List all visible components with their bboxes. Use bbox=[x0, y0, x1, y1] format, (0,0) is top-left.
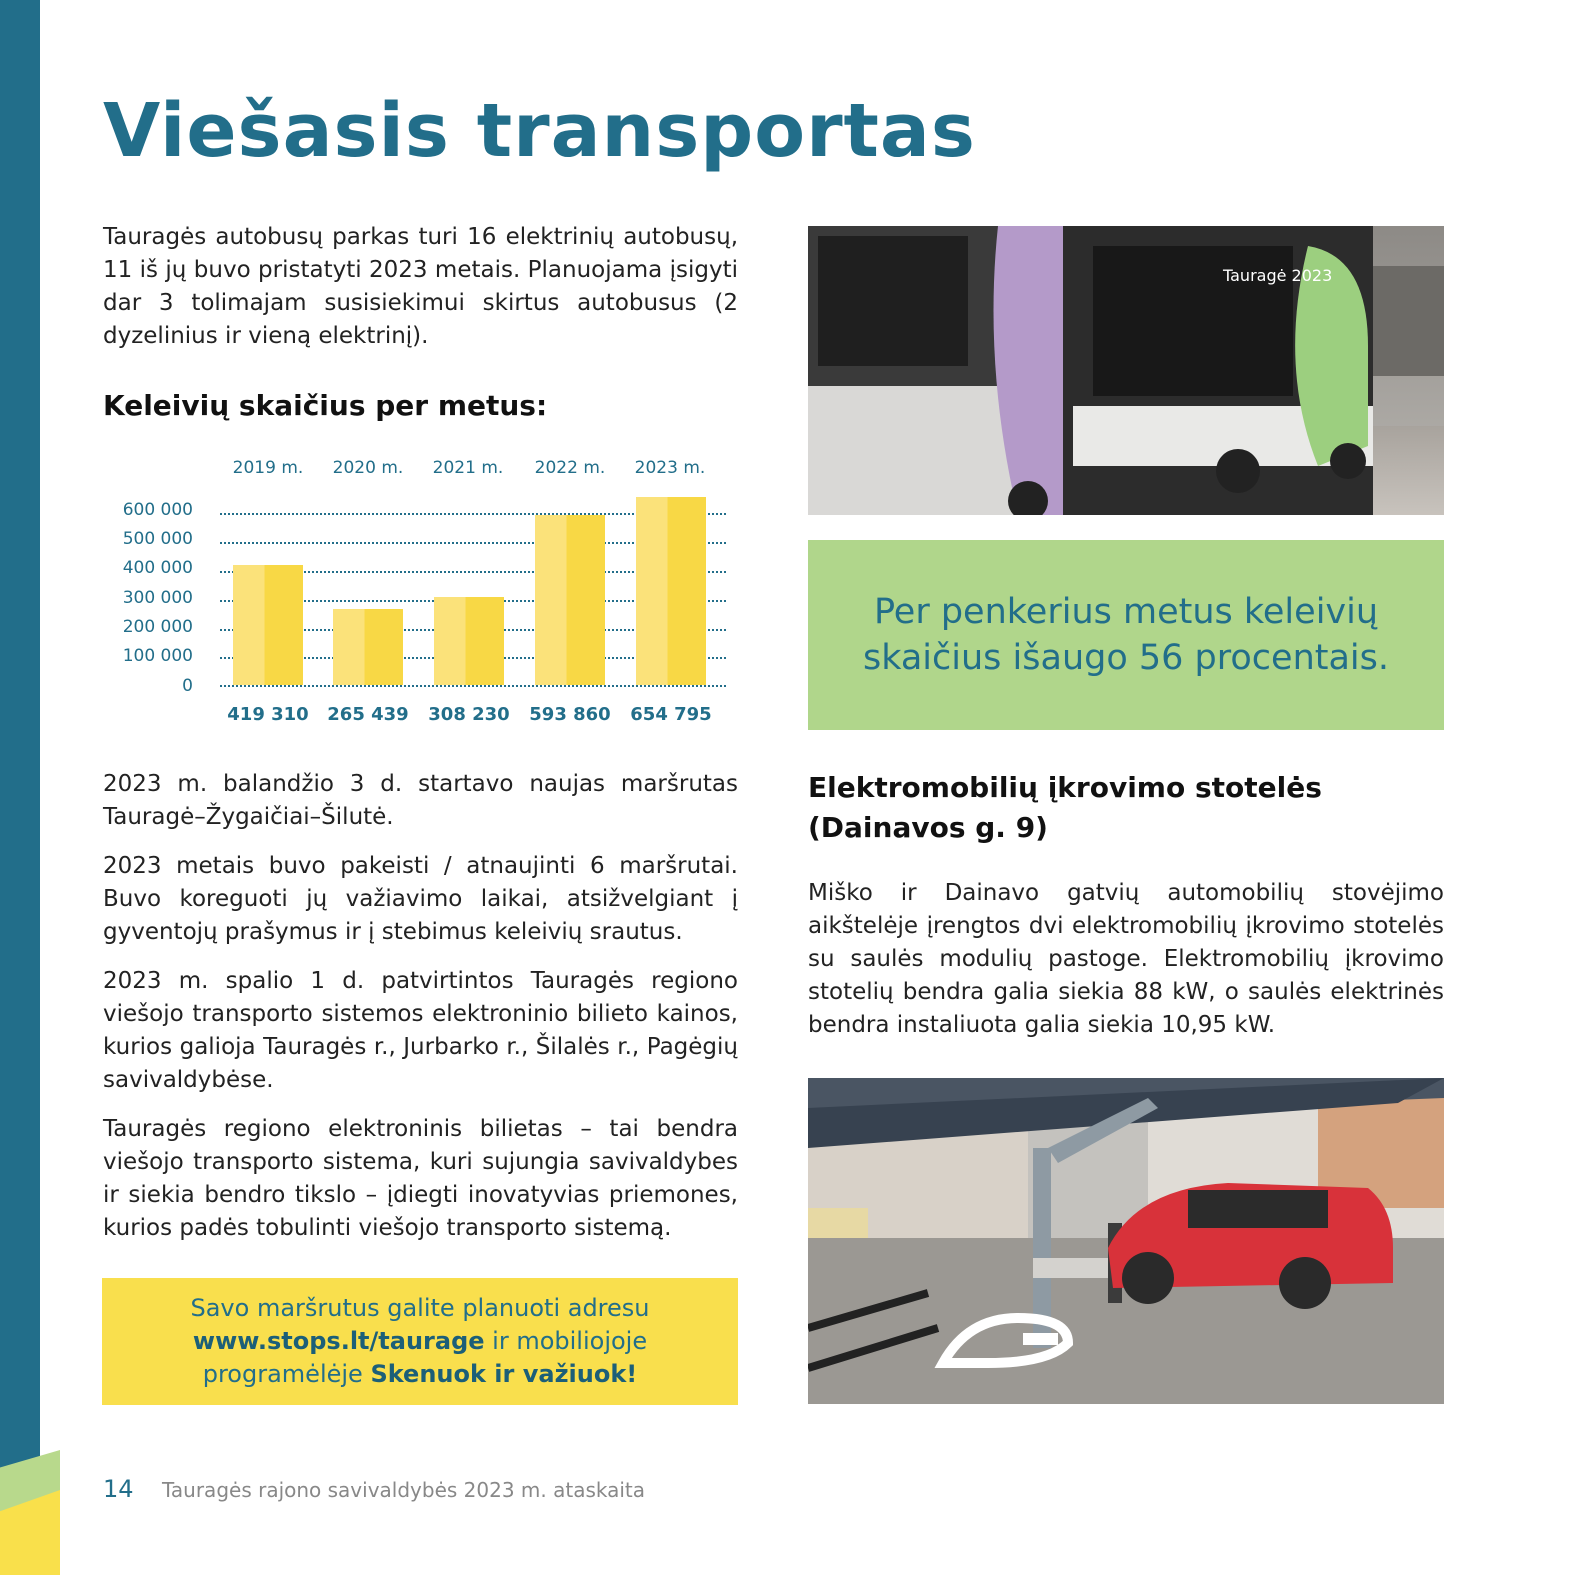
bar-2022 bbox=[535, 515, 605, 685]
routes-changed-paragraph: 2023 metais buvo pakeisti / atnaujinti 6 maršrutai. Buvo koreguoti jų važiavimo laikai, atsižvelgiant į gyventojų prašymus ir į stebimus keleivių srautus. bbox=[103, 853, 738, 945]
route-planning-text-2: ir mobiliojoje bbox=[492, 1327, 648, 1355]
grid-line bbox=[220, 685, 726, 687]
y-tick-label: 400 000 bbox=[122, 558, 193, 578]
stops-link[interactable]: www.stops.lt/taurage bbox=[192, 1327, 485, 1355]
route-paragraph: 2023 m. balandžio 3 d. startavo naujas maršrutas Tauragė–Žygaičiai–Šilutė. bbox=[103, 771, 738, 830]
ev-paragraph: Miško ir Dainavo gatvių automobilių stovėjimo aikštelėje įrengtos dvi elektromobilių įkrovimo stotelės su saulės modulių pastoge. Elektromobilių įkrovimo stotelių bendra galia siekia 88 kW, o saulės elektrinės bendra instaliuota galia siekia 10,95 kW. bbox=[808, 880, 1444, 1038]
data-label: 593 860 bbox=[529, 704, 611, 725]
page-number: 14 bbox=[103, 1475, 134, 1503]
x-tick-label: 2020 m. bbox=[332, 458, 404, 478]
y-tick-label: 100 000 bbox=[122, 646, 193, 666]
y-tick-label: 600 000 bbox=[122, 500, 193, 520]
route-planning-box bbox=[102, 1278, 738, 1405]
x-tick-label: 2023 m. bbox=[634, 458, 706, 478]
x-tick-label: 2022 m. bbox=[534, 458, 606, 478]
x-tick-label: 2021 m. bbox=[432, 458, 504, 478]
growth-highlight-text: Per penkerius metus keleivių skaičius išaugo 56 procentais. bbox=[862, 592, 1390, 678]
data-label: 308 230 bbox=[428, 704, 510, 725]
route-planning-text-3: programėlėje bbox=[202, 1360, 363, 1388]
ev-charging-photo bbox=[808, 1078, 1444, 1404]
bar-2020 bbox=[333, 609, 403, 685]
bar-2021 bbox=[434, 597, 504, 685]
bus-front-text: Tauragė 2023 bbox=[1223, 266, 1333, 285]
growth-highlight-box bbox=[808, 540, 1444, 730]
e-ticket-paragraph: Tauragės regiono elektroninis bilietas – tai bendra viešojo transporto sistema, kuri sujungia savivaldybes ir siekia bendro tikslo – įdiegti inovatyvias priemones, kurios padės tobulinti viešojo transporto sistemą. bbox=[103, 1116, 738, 1241]
y-tick-label: 300 000 bbox=[122, 588, 193, 608]
y-tick-label: 200 000 bbox=[122, 617, 193, 637]
ev-heading: Elektromobilių įkrovimo stotelės (Dainavos g. 9) bbox=[808, 771, 1322, 844]
x-tick-label: 2019 m. bbox=[232, 458, 304, 478]
chart-heading: Keleivių skaičius per metus: bbox=[103, 389, 548, 422]
bar-2023 bbox=[636, 497, 706, 685]
app-name: Skenuok ir važiuok! bbox=[370, 1360, 638, 1388]
y-tick-label: 500 000 bbox=[122, 529, 193, 549]
side-accent-bar bbox=[0, 0, 40, 1575]
data-label: 265 439 bbox=[327, 704, 409, 725]
data-label: 654 795 bbox=[630, 704, 712, 725]
intro-paragraph: Tauragės autobusų parkas turi 16 elektrinių autobusų, 11 iš jų buvo pristatyti 2023 metais. Planuojama įsigyti dar 3 tolimajam susisiekimui skirtus autobusus (2 dyzelinius ir vieną elektrinį). bbox=[103, 224, 738, 349]
data-label: 419 310 bbox=[227, 704, 309, 725]
ticket-prices-paragraph: 2023 m. spalio 1 d. patvirtintos Tauragės regiono viešojo transporto sistemos elektroninio bilieto kainos, kurios galioja Tauragės r., Jurbarko r., Šilalės r., Pagėgių savivaldybėse. bbox=[103, 968, 738, 1093]
footer-text: Tauragės rajono savivaldybės 2023 m. ataskaita bbox=[162, 1478, 646, 1502]
route-planning-text: Savo maršrutus galite planuoti adresu bbox=[190, 1294, 650, 1322]
bar-2019 bbox=[233, 565, 303, 685]
bus-photo bbox=[808, 226, 1444, 515]
y-tick-label: 0 bbox=[182, 676, 193, 696]
page-title: Viešasis transportas bbox=[103, 88, 976, 174]
